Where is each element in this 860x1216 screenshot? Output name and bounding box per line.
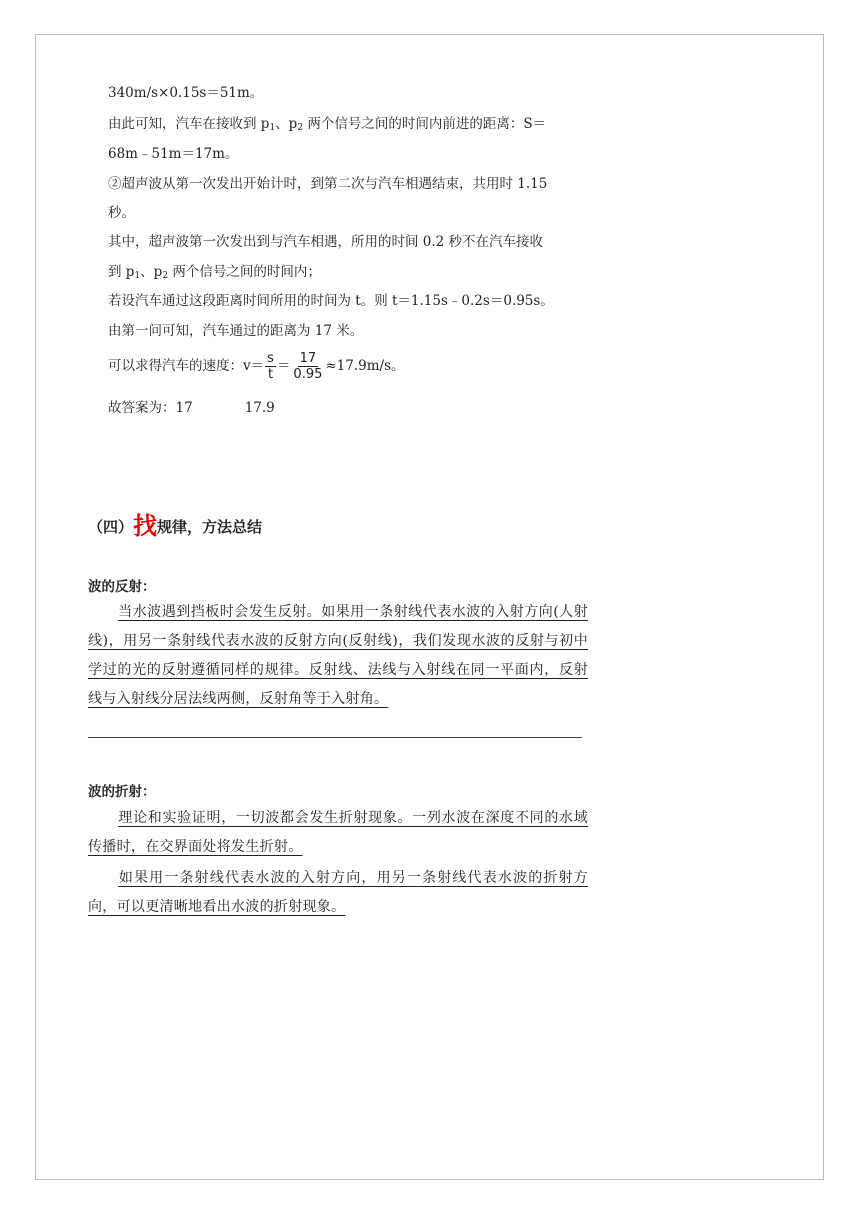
solution-line-7: 到 $p_1$、$p_2$ 两个信号之间的时间内； (108, 264, 321, 281)
solution-line-2: 由此可知，汽车在接收到 $p_1$、$p_2$ 两个信号之间的时间内前进的距离：S＝ (108, 116, 547, 133)
answer-line: 故答案为：17 17.9 (108, 400, 275, 416)
refraction-paragraph-1: 理论和实验证明，一切波都会发生折射现象。一列水波在深度不同的水域传播时，在交界面处将发生折射。 (88, 810, 588, 855)
velocity-formula-line: 可以求得汽车的速度：v＝ $\frac{s}{t}$ ＝ $\frac{17}{0.95}$ ≈17.9m/s。 (108, 350, 405, 382)
separator-line (88, 737, 582, 738)
reflection-paragraph: 当水波遇到挡板时会发生反射。如果用一条射线代表水波的入射方向(人射线)，用另一条射线代表水波的反射方向(反射线)，我们发现水波的反射与初中学过的光的反射遵循同样的规律。反射线、法线与入射线在同一平面内，反射线与入射线分居法线两侧，反射角等于入射角。 (88, 604, 588, 707)
highlight-char: 找 (133, 512, 158, 540)
solution-line-9: 由第一问可知，汽车通过的距离为 17 米。 (108, 323, 364, 339)
solution-line-4: ②超声波从第一次发出开始计时，到第二次与汽车相遇结束，共用时 1.15 (108, 176, 548, 192)
fraction-17-over-095: $\frac{17}{0.95}$ (293, 350, 323, 382)
solution-line-5: 秒。 (108, 205, 135, 221)
solution-line-3: 68m﹣51m＝17m。 (108, 146, 239, 162)
solution-line-8: 若设汽车通过这段距离时间所用的时间为 t。则 t＝1.15s﹣0.2s＝0.95s。 (108, 293, 554, 309)
solution-line-6: 其中，超声波第一次发出到与汽车相遇，所用的时间 0.2 秒不在汽车接收 (108, 234, 544, 250)
reflection-heading: 波的反射： (88, 579, 156, 595)
refraction-heading: 波的折射： (88, 784, 156, 800)
section-heading: （四）找规律，方法总结 (88, 512, 263, 540)
fraction-s-over-t: $\frac{s}{t}$ (267, 350, 274, 382)
solution-line-1: 340m/s×0.15s＝51m。 (108, 85, 264, 101)
refraction-paragraph-2: 如果用一条射线代表水波的入射方向，用另一条射线代表水波的折射方向，可以更清晰地看出水波的折射现象。 (88, 870, 588, 915)
